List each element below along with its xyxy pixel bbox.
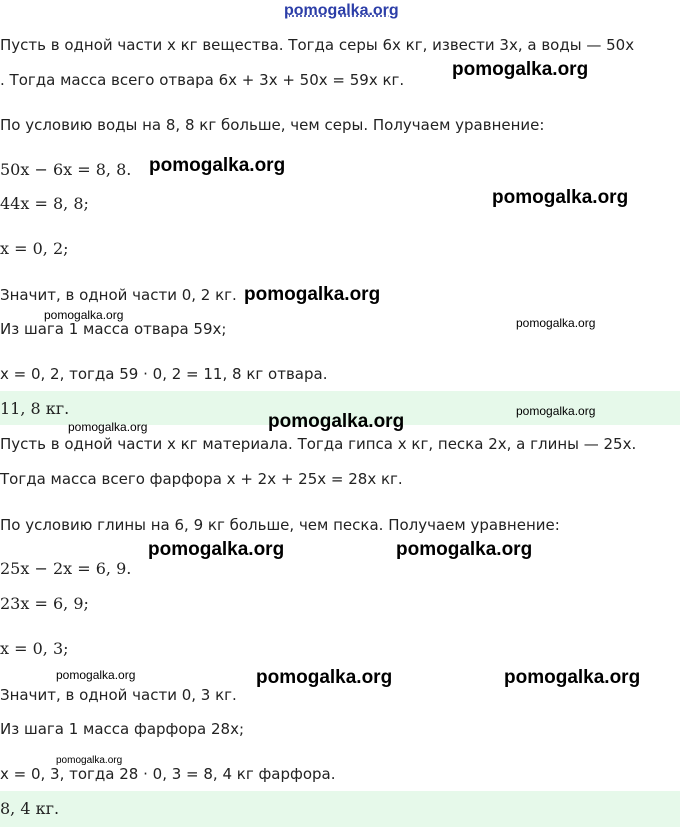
p2-line-4: Значит, в одной части 0, 3 кг.: [0, 686, 237, 704]
p1-line-1: Пусть в одной части x кг вещества. Тогда серы 6x кг, извести 3x, а воды — 50x: [0, 36, 635, 54]
p2-line-5: Из шага 1 масса фарфора 28x;: [0, 720, 245, 738]
watermark-text: pomogalka.org: [516, 316, 596, 330]
watermark-text: pomogalka.org: [149, 155, 286, 176]
p2-line-1: Пусть в одной части x кг материала. Тогда гипса x кг, песка 2x, а глины — 25x.: [0, 435, 637, 453]
watermark-text: pomogalka.org: [244, 284, 381, 305]
watermark-text: pomogalka.org: [452, 59, 589, 80]
watermark-text: pomogalka.org: [148, 539, 285, 560]
p1-answer: 11, 8 кг.: [0, 399, 70, 418]
watermark-text: pomogalka.org: [56, 668, 136, 682]
watermark-text: pomogalka.org: [396, 539, 533, 560]
watermark-text: pomogalka.org: [504, 667, 641, 688]
watermark-text: pomogalka.org: [56, 755, 123, 766]
p1-equation-3: x = 0, 2;: [0, 239, 69, 258]
p1-line-6: x = 0, 2, тогда 59 · 0, 2 = 11, 8 кг отвара.: [0, 365, 328, 383]
p2-equation-3: x = 0, 3;: [0, 639, 69, 658]
header-watermark[interactable]: pomogalka.org: [284, 2, 399, 19]
p1-line-2: . Тогда масса всего отвара 6x + 3x + 50x = 59x кг.: [0, 71, 405, 89]
p2-line-2: Тогда масса всего фарфора x + 2x + 25x = 28x кг.: [0, 470, 403, 488]
p2-answer-band: [0, 791, 680, 827]
watermark-text: pomogalka.org: [268, 411, 405, 432]
watermark-text: pomogalka.org: [256, 667, 393, 688]
p2-line-3: По условию глины на 6, 9 кг больше, чем песка. Получаем уравнение:: [0, 516, 560, 534]
p1-line-4: Значит, в одной части 0, 2 кг.: [0, 286, 237, 304]
p1-line-3: По условию воды на 8, 8 кг больше, чем серы. Получаем уравнение:: [0, 116, 545, 134]
p1-equation-2: 44x = 8, 8;: [0, 194, 89, 213]
p2-answer: 8, 4 кг.: [0, 799, 60, 818]
p2-equation-1: 25x − 2x = 6, 9.: [0, 559, 132, 578]
watermark-text: pomogalka.org: [68, 420, 148, 434]
p1-equation-1: 50x − 6x = 8, 8.: [0, 160, 132, 179]
watermark-text: pomogalka.org: [492, 187, 629, 208]
watermark-text: pomogalka.org: [44, 308, 124, 322]
p1-line-5: Из шага 1 масса отвара 59x;: [0, 320, 227, 338]
watermark-text: pomogalka.org: [516, 404, 596, 418]
p2-equation-2: 23x = 6, 9;: [0, 594, 89, 613]
p2-line-6: x = 0, 3, тогда 28 · 0, 3 = 8, 4 кг фарфора.: [0, 765, 336, 783]
